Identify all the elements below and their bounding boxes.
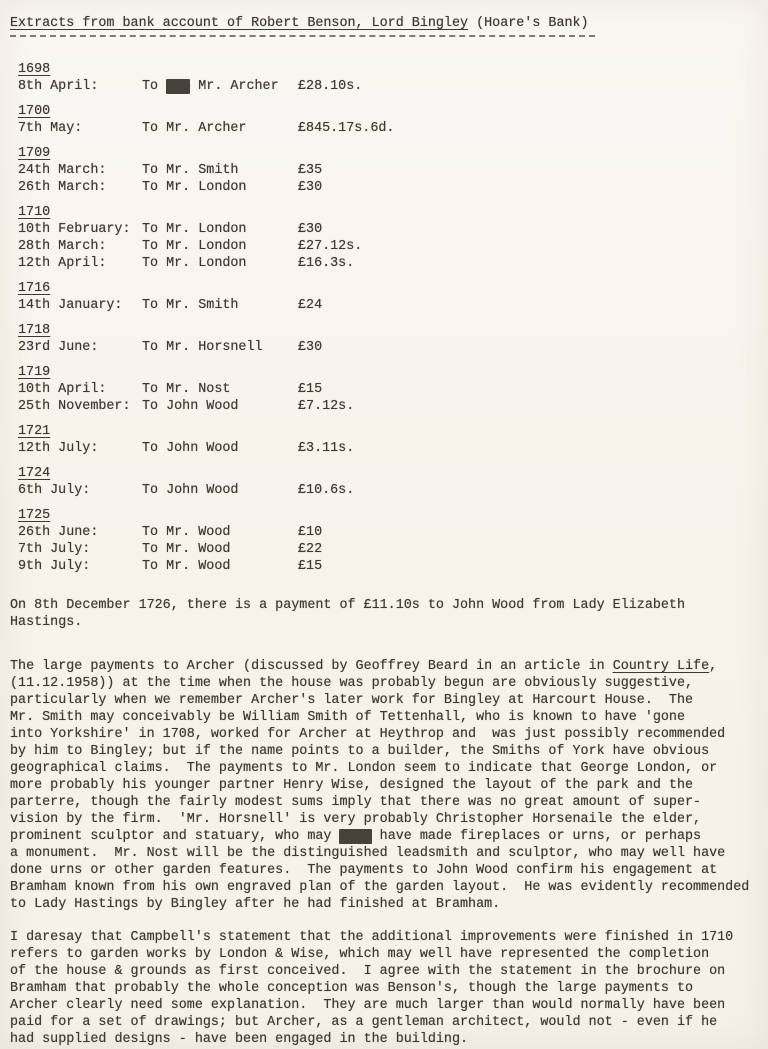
- amount-cell: £7.12s.: [298, 399, 355, 414]
- page-title-suffix-text: (Hoare's Bank): [468, 16, 589, 31]
- amount-cell: £30: [298, 340, 323, 355]
- payee-cell: To Mr. Smith: [142, 163, 239, 178]
- ledger-section-1716: [18, 280, 762, 314]
- page-title: [10, 15, 762, 32]
- amount-cell: £15: [298, 382, 323, 397]
- date-cell: 12th April:: [18, 256, 107, 271]
- ledger-section-1709: [18, 145, 762, 196]
- payee-cell: To Mum Mr. Archer: [142, 79, 279, 94]
- payee-cell: To Mr. London: [142, 239, 247, 254]
- payee-cell: To Mr. Nost: [142, 382, 231, 397]
- ledger-row: [18, 440, 762, 457]
- year-heading: 1698: [18, 62, 51, 77]
- amount-cell: £10.6s.: [298, 483, 355, 498]
- ledger-section-1724: [18, 465, 762, 499]
- amount-cell: £845.17s.6d.: [298, 121, 395, 136]
- year-heading: 1718: [18, 323, 51, 338]
- ledger-section-1725: [18, 507, 762, 575]
- payee-cell: To John Wood: [142, 483, 239, 498]
- amount-cell: £22: [298, 542, 323, 557]
- ledger-row: [18, 78, 762, 95]
- ledger-row: [18, 238, 762, 255]
- ledger-row: [18, 558, 762, 575]
- ledger-row: [18, 524, 762, 541]
- ledger-row: [18, 297, 762, 314]
- amount-cell: £24: [298, 298, 323, 313]
- ledger-row: [18, 541, 762, 558]
- payee-cell: To Mr. London: [142, 256, 247, 271]
- title-dashed-underline: [10, 35, 595, 37]
- ledger-row: [18, 482, 762, 499]
- ledger-row: [18, 120, 762, 137]
- payee-cell: To Mr. Archer: [142, 121, 247, 136]
- amount-cell: £10: [298, 525, 323, 540]
- date-cell: 26th June:: [18, 525, 99, 540]
- date-cell: 28th March:: [18, 239, 107, 254]
- payee-cell: To Mr. Smith: [142, 298, 239, 313]
- year-heading: 1710: [18, 205, 51, 220]
- date-cell: 8th April:: [18, 79, 99, 94]
- ledger-section-1721: [18, 423, 762, 457]
- date-cell: 25th November:: [18, 399, 131, 414]
- struck-out-word: Mum: [166, 79, 191, 94]
- ledger-section-1700: [18, 103, 762, 137]
- ledger-section-1698: [18, 61, 762, 95]
- amount-cell: £30: [298, 222, 323, 237]
- date-cell: 24th March:: [18, 163, 107, 178]
- year-heading: 1709: [18, 146, 51, 161]
- date-cell: 6th July:: [18, 483, 91, 498]
- date-cell: 26th March:: [18, 180, 107, 195]
- commentary-campbell-statement: I daresay that Campbell's statement that the additional improvements were finished in 1710 refers to garden works by London & Wise, which may well have represented the completion of the house & grounds as first conceived. I agree with the statement in the brochure on Bramham that probably the whole conception was Benson's, though the large payments to Archer clearly need some explanation. They are much larger than would normally have been paid for a set of drawings; but Archer, as a gentleman architect, would not - even if he had supplied designs - have been engaged in the building.: [10, 930, 734, 1047]
- date-cell: 14th January:: [18, 298, 123, 313]
- payee-cell: To Mr. Wood: [142, 542, 231, 557]
- payee-cell: To Mr. London: [142, 222, 247, 237]
- ledger-section-1718: [18, 322, 762, 356]
- year-heading: 1716: [18, 281, 51, 296]
- amount-cell: £28.10s.: [298, 79, 363, 94]
- bank-account-ledger: [18, 61, 762, 575]
- payee-cell: To Mr. Wood: [142, 525, 231, 540]
- payee-cell: To Mr. Horsnell: [142, 340, 263, 355]
- date-cell: 7th May:: [18, 121, 83, 136]
- ledger-row: [18, 255, 762, 272]
- date-cell: 10th February:: [18, 222, 131, 237]
- year-heading: 1721: [18, 424, 51, 439]
- amount-cell: £15: [298, 559, 323, 574]
- year-heading: 1725: [18, 508, 51, 523]
- ledger-row: [18, 398, 762, 415]
- year-heading: 1700: [18, 104, 51, 119]
- payee-cell: To Mr. London: [142, 180, 247, 195]
- year-heading: 1719: [18, 365, 51, 380]
- ledger-section-1710: [18, 204, 762, 272]
- ledger-row: [18, 179, 762, 196]
- document-title-block: [10, 15, 762, 37]
- date-cell: 9th July:: [18, 559, 91, 574]
- amount-cell: £27.12s.: [298, 239, 363, 254]
- page-title-underlined-text: Extracts from bank account of Robert Benson, Lord Bingley: [10, 16, 469, 31]
- commentary-archer-payments: The large payments to Archer (discussed by Geoffrey Beard in an article in Country Life, (11.12.1958)) at the time when the house was probably begun are obviously suggestive, particularly when we remember Archer's later work for Bingley at Harcourt House. The Mr. Smith may conceivably be William Smith of Tettenhall, who is known to have 'gone into Yorkshire' in 1708, worked for Archer at Heythrop and was just possibly recommended by him to Bingley; but if the name points to a builder, the Smiths of York have obvious geographical claims. The payments to Mr. London seem to indicate that George London, or more probably his younger partner Henry Wise, designed the layout of the park and the parterre, though the fairly modest sums imply that there was no great amount of super- vision by the firm. 'Mr. Horsnell' is very probably Christopher Horsenaile the elder, prominent sculptor and statuary, who may have have made fireplaces or urns, or perhaps a monument. Mr. Nost will be the distinguished leadsmith and sculptor, who may well have done urns or other garden features. The payments to John Wood confirm his engagement at Bramham known from his own engraved plan of the garden layout. He was evidently recommended to Lady Hastings by Bingley after he had finished at Bramham.: [10, 659, 750, 912]
- ledger-row: [18, 339, 762, 356]
- date-cell: 12th July:: [18, 441, 99, 456]
- date-cell: 23rd June:: [18, 340, 99, 355]
- underlined-text: Country Life: [612, 659, 710, 674]
- commentary-section: [10, 597, 762, 1048]
- amount-cell: £30: [298, 180, 323, 195]
- year-heading: 1724: [18, 466, 51, 481]
- payee-cell: To John Wood: [142, 399, 239, 414]
- amount-cell: £35: [298, 163, 323, 178]
- payment-1726-note: On 8th December 1726, there is a payment of £11.10s to John Wood from Lady Elizabeth Hastings.: [10, 598, 685, 630]
- ledger-row: [18, 221, 762, 238]
- struck-out-word: have: [339, 829, 372, 844]
- date-cell: 10th April:: [18, 382, 107, 397]
- ledger-row: [18, 381, 762, 398]
- ledger-row: [18, 162, 762, 179]
- amount-cell: £3.11s.: [298, 441, 355, 456]
- payee-cell: To John Wood: [142, 441, 239, 456]
- date-cell: 7th July:: [18, 542, 91, 557]
- ledger-section-1719: [18, 364, 762, 415]
- payee-cell: To Mr. Wood: [142, 559, 231, 574]
- amount-cell: £16.3s.: [298, 256, 355, 271]
